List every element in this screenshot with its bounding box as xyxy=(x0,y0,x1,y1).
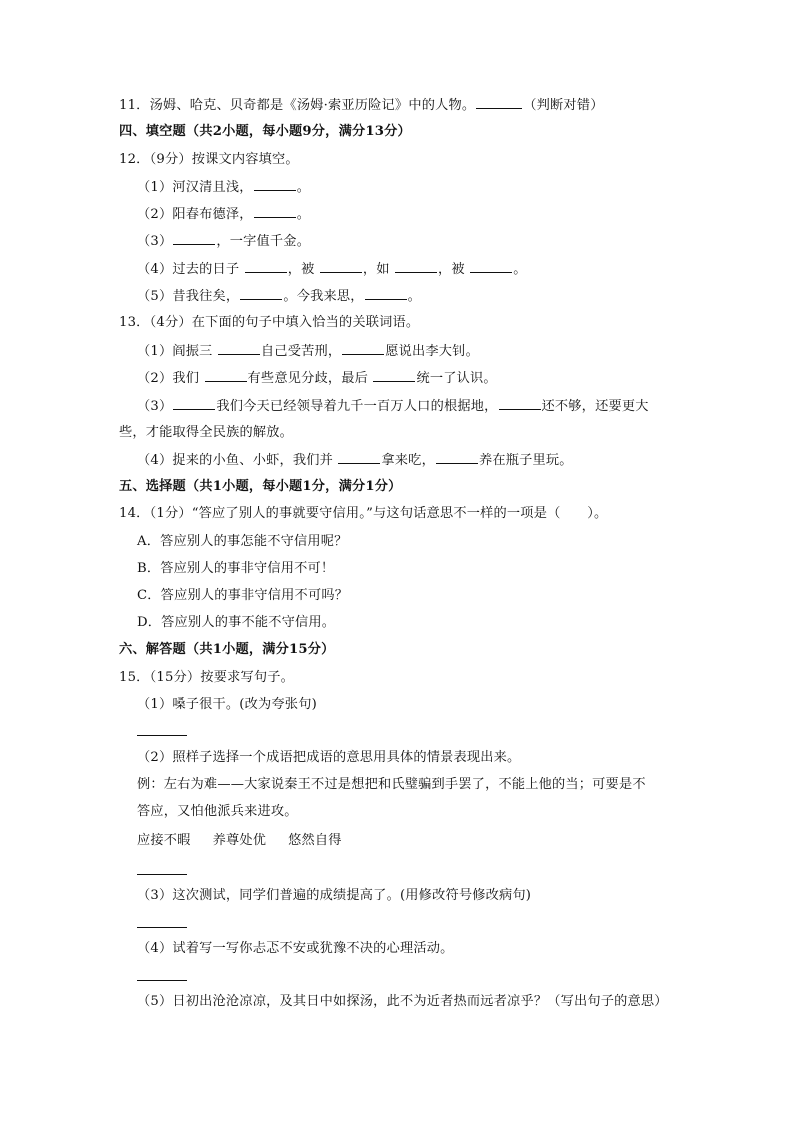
q12-part-1 xyxy=(137,178,310,197)
q15-part-1: （1）嗓子很干。(改为夸张句) xyxy=(137,697,317,712)
q12-p1-blank[interactable] xyxy=(254,178,296,191)
q13-p1-blank-1[interactable] xyxy=(218,342,260,355)
q12-p4-blank-2[interactable] xyxy=(320,260,362,273)
q12-p4-text-4: ，被 xyxy=(438,262,470,277)
q12-p2-blank[interactable] xyxy=(254,205,296,218)
q15-part-2: （2）照样子选择一个成语把成语的意思用具体的情景表现出来。 xyxy=(137,750,521,765)
q12-p2-end: 。 xyxy=(296,207,311,222)
q13-part-2 xyxy=(137,369,497,388)
question-11 xyxy=(119,96,604,115)
q13-p3-blank-1[interactable] xyxy=(173,397,215,410)
q13-p4-text: （4）捉来的小鱼、小虾，我们并 xyxy=(137,453,338,468)
q13-p2-end: 统一了认识。 xyxy=(416,371,497,386)
q13-p2-blank-2[interactable] xyxy=(373,369,415,382)
idiom-3: 悠然自得 xyxy=(288,833,342,848)
q15-example-line-1: 例：左右为难——大家说秦王不过是想把和氏璧骗到手罢了，不能上他的当；可要是不 xyxy=(137,777,646,792)
q13-part-4 xyxy=(137,451,573,470)
idiom-1: 应接不暇 xyxy=(137,833,191,848)
q13-p3-blank-2[interactable] xyxy=(499,397,541,410)
q11-answer-blank[interactable] xyxy=(476,96,522,109)
q12-p5-end: 。 xyxy=(407,289,422,304)
q12-part-2 xyxy=(137,205,310,224)
idiom-2: 养尊处优 xyxy=(212,833,267,848)
q13-p2-blank-1[interactable] xyxy=(205,369,247,382)
q13-p3-text: （3） xyxy=(137,399,173,414)
q14-option-c[interactable]: C．答应别人的事非守信用不可吗？ xyxy=(137,588,349,603)
q15-idiom-choices xyxy=(137,832,342,850)
q15-part-5: （5）日初出沧沧凉凉，及其日中如探汤，此不为近者热而远者凉乎？（写出句子的意思） xyxy=(137,994,668,1009)
q12-part-3 xyxy=(137,232,310,251)
q12-p4-text: （4）过去的日子 xyxy=(137,262,244,277)
q15-part-4: （4）试着写一写你忐忑不安或犹豫不决的心理活动。 xyxy=(137,941,454,956)
q12-p4-text-3: ，如 xyxy=(362,262,395,277)
q12-p3-text: （3） xyxy=(137,234,173,249)
q13-p3-text-2: 我们今天已经领导着九千一百万人口的根据地， xyxy=(216,399,498,414)
q11-text: 11．汤姆、哈克、贝奇都是《汤姆·索亚历险记》中的人物。 xyxy=(119,98,476,113)
q13-p4-blank-2[interactable] xyxy=(436,451,478,464)
q13-p2-text: （2）我们 xyxy=(137,371,204,386)
q15-p3-answer-line[interactable] xyxy=(137,927,187,928)
q15-example-line-2: 答应，又怕他派兵来进攻。 xyxy=(137,804,298,819)
q13-p3-end: 还不够，还要更大 xyxy=(541,399,649,414)
q13-p2-text-2: 有些意见分歧，最后 xyxy=(247,371,373,386)
q12-p4-blank-3[interactable] xyxy=(395,260,437,273)
q14-option-a[interactable]: A．答应别人的事怎能不守信用呢？ xyxy=(137,534,348,549)
q11-suffix: （判断对错） xyxy=(523,98,604,113)
q14-option-b[interactable]: B．答应别人的事非守信用不可！ xyxy=(137,561,335,576)
q13-p4-blank-1[interactable] xyxy=(338,451,380,464)
q12-p4-blank-4[interactable] xyxy=(470,260,512,273)
q12-p4-text-2: ，被 xyxy=(287,262,319,277)
q12-p5-blank-2[interactable] xyxy=(365,287,407,300)
q12-part-4 xyxy=(137,260,527,279)
q13-p4-text-2: 拿来吃， xyxy=(381,453,435,468)
q12-p3-end: ，一字值千金。 xyxy=(216,234,311,249)
q13-part-1 xyxy=(137,342,479,361)
q12-p1-end: 。 xyxy=(296,180,311,195)
q12-p3-blank[interactable] xyxy=(173,232,215,245)
question-15-stem: 15．（15分）按要求写句子。 xyxy=(119,670,295,685)
question-13-stem: 13．（4分）在下面的句子中填入恰当的关联词语。 xyxy=(119,315,420,330)
q13-part-3 xyxy=(137,397,649,416)
q15-p1-answer-line[interactable] xyxy=(137,735,187,736)
q12-p5-text: （5）昔我往矣， xyxy=(137,289,240,304)
q13-p1-text-2: 自己受苦刑， xyxy=(260,344,342,359)
q12-p1-text: （1）河汉清且浅， xyxy=(137,180,253,195)
q13-p1-end: 愿说出李大钊。 xyxy=(385,344,479,359)
section-6-title: 六、解答题（共1小题，满分15分） xyxy=(119,642,335,657)
q12-p2-text: （2）阳春布德泽， xyxy=(137,207,253,222)
q13-p1-blank-2[interactable] xyxy=(342,342,384,355)
q12-p5-text-2: 。今我来思， xyxy=(283,289,364,304)
section-5-title: 五、选择题（共1小题，每小题1分，满分1分） xyxy=(119,479,402,494)
q13-part-3-continued: 些，才能取得全民族的解放。 xyxy=(119,425,294,440)
q12-p4-end: 。 xyxy=(513,262,527,277)
q12-p5-blank-1[interactable] xyxy=(240,287,282,300)
question-14-stem: 14．（1分）“答应了别人的事就要守信用。”与这句话意思不一样的一项是（ ）。 xyxy=(119,506,608,521)
q15-p4-answer-line[interactable] xyxy=(137,980,187,981)
q13-p1-text: （1）阎振三 xyxy=(137,344,217,359)
q15-p2-answer-line[interactable] xyxy=(137,874,187,875)
q12-p4-blank-1[interactable] xyxy=(245,260,287,273)
q13-p4-end: 养在瓶子里玩。 xyxy=(478,453,573,468)
q12-part-5 xyxy=(137,287,421,306)
question-12-stem: 12．（9分）按课文内容填空。 xyxy=(119,152,299,167)
q15-part-3: （3）这次测试，同学们普遍的成绩提高了。(用修改符号修改病句) xyxy=(137,888,532,903)
section-4-title: 四、填空题（共2小题，每小题9分，满分13分） xyxy=(119,124,411,139)
q14-option-d[interactable]: D．答应别人的事不能不守信用。 xyxy=(137,615,336,630)
